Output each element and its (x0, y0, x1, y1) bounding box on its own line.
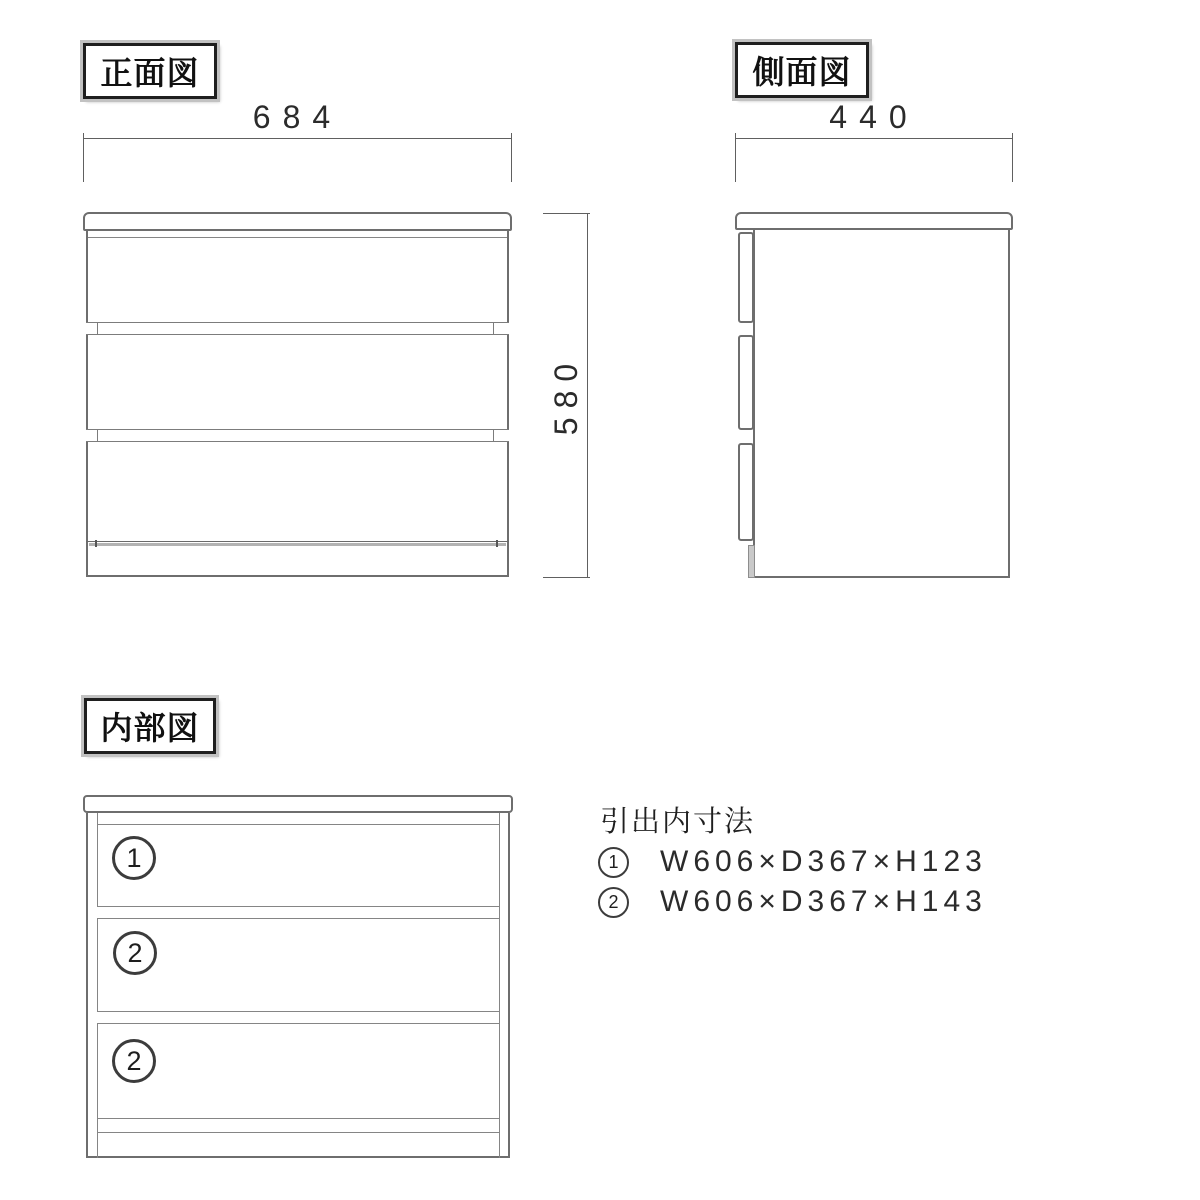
legend-item-2-dims: W606×D367×H143 (660, 885, 987, 918)
internal-divider-2 (97, 1011, 499, 1024)
front-width-dimension: 684 (252, 99, 343, 135)
legend-badge-number: 1 (608, 852, 619, 872)
internal-bottom-rail-bottom (97, 1132, 499, 1133)
side-view-label: 側面図 (752, 54, 852, 90)
front-view-label-box (83, 43, 217, 99)
front-width-dim-line (83, 138, 512, 139)
side-plinth (748, 545, 755, 578)
side-drawer-front-3 (738, 443, 754, 541)
front-plinth-line (86, 541, 509, 542)
front-width-dim-tick-right (511, 133, 512, 182)
front-gap-band-1 (86, 322, 509, 335)
internal-divider-1 (97, 906, 499, 919)
front-height-dimension: 580 (548, 354, 584, 436)
drawer-badge-number: 2 (126, 1045, 142, 1076)
front-view-label: 正面図 (100, 55, 200, 91)
internal-drawer-1-badge (112, 836, 156, 880)
drawer-badge-number: 2 (127, 937, 143, 968)
drawer-badge-number: 1 (126, 842, 142, 873)
side-view-label-box (735, 42, 869, 98)
front-height-dim-line (587, 213, 588, 577)
front-top-board (83, 212, 512, 231)
gap-tick (493, 430, 494, 441)
side-depth-dim-tick-right (1012, 133, 1013, 182)
side-drawer-front-1 (738, 232, 754, 323)
front-gap-band-2 (86, 429, 509, 442)
internal-right-panel-inner-edge (499, 813, 500, 1158)
internal-top-board (83, 795, 513, 813)
legend-badge-number: 2 (608, 892, 619, 912)
front-height-dim-tick-bottom (543, 577, 590, 578)
side-depth-dim-line (735, 138, 1013, 139)
front-carcass (86, 230, 509, 577)
front-width-dim-tick-left (83, 133, 84, 182)
internal-bottom-rail-top (97, 1118, 499, 1119)
legend-item-1-dims: W606×D367×H123 (660, 845, 987, 878)
internal-top-rail (97, 824, 499, 825)
front-plinth-shadow (89, 543, 506, 546)
internal-view-label-box (84, 698, 216, 754)
side-carcass (753, 230, 1010, 578)
side-top-board (735, 212, 1013, 230)
gap-tick (97, 430, 98, 441)
internal-left-panel-inner-edge (97, 813, 98, 1158)
gap-tick (493, 323, 494, 334)
front-drawer1-top-edge (88, 237, 507, 238)
plinth-tick-left (95, 540, 97, 547)
internal-drawer-3-badge (112, 1039, 156, 1083)
internal-drawer-2-badge (113, 931, 157, 975)
front-height-dim-tick-top (543, 213, 590, 214)
plinth-tick-right (496, 540, 498, 547)
legend-item-1-badge (598, 847, 629, 878)
legend-item-2-badge (598, 887, 629, 918)
side-drawer-front-2 (738, 335, 754, 430)
internal-view-label: 内部図 (100, 710, 200, 746)
gap-tick (97, 323, 98, 334)
legend-title: 引出内寸法 (600, 806, 756, 838)
side-depth-dim-tick-left (735, 133, 736, 182)
side-depth-dimension: 440 (829, 99, 919, 135)
